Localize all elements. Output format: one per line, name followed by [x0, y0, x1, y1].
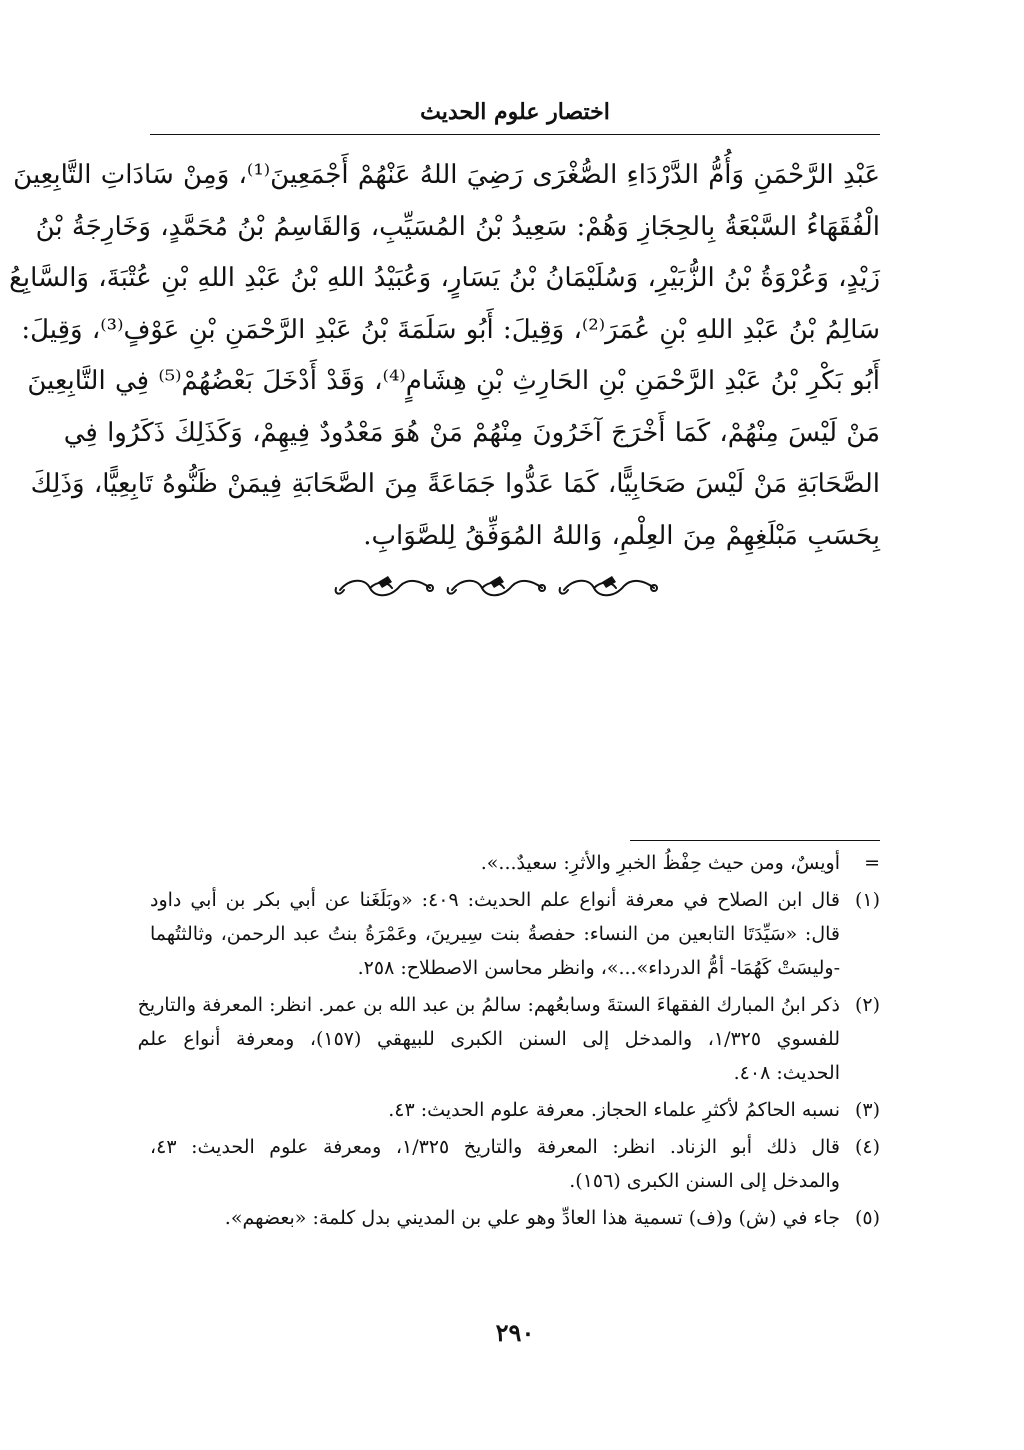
footnote-line: -وليسَتْ كَهُمَا- أمُّ الدرداء»...»، وانظر محاسن الاصطلاح: ٢٥٨.: [357, 957, 840, 979]
main-text-line: عَبْدِ الرَّحْمَنِ وَأُمُّ الدَّرْدَاءِ الصُّغْرَى رَضِيَ اللهُ عَنْهُمْ أَجْمَعِينَ⁽¹⁾، وَمِنْ سَادَاتِ التَّابِعِينَ: [13, 160, 880, 190]
footnote-line: أويسٌ، ومن حيث حِفْظُ الخبرِ والأثرِ: سعيدٌ...».: [480, 852, 840, 874]
footnote-marker: (٣): [854, 1099, 880, 1121]
footnote-marker: (٤): [854, 1136, 880, 1158]
footnote: [150, 883, 880, 985]
footnote-body: [150, 883, 840, 985]
running-header: اختصار علوم الحديث: [420, 99, 610, 125]
footnote-body: [150, 1201, 840, 1235]
footnote-line: الحديث: ٤٠٨.: [733, 1062, 840, 1084]
footnote-line: قال: «سَيِّدَتَا التابعين من النساء: حفصةُ بنت سِيرينَ، وعَمْرَةُ بنتُ عبد الرحمن، وثالثتُهما: [150, 923, 840, 945]
footnote-body: [150, 1093, 840, 1127]
footnote-marker: (١): [854, 889, 880, 911]
footnote-line: والمدخل إلى السنن الكبرى (١٥٦).: [569, 1170, 840, 1192]
footnote-body: [138, 988, 840, 1090]
footnote-line: جاء في (ش) و(ف) تسمية هذا العادِّ وهو علي بن المديني بدل كلمة: «بعضهم».: [224, 1207, 840, 1229]
main-text: [9, 150, 880, 562]
main-text-line: زَيْدٍ، وَعُرْوَةُ بْنُ الزُّبَيْرِ، وَسُلَيْمَانُ بْنُ يَسَارٍ، وَعُبَيْدُ اللهِ بْنُ عَبْدِ اللهِ بْنِ عُتْبَةَ، وَالسَّابِعُ: [9, 263, 880, 293]
main-text-line: الْفُقَهَاءُ السَّبْعَةُ بِالحِجَازِ وَهُمْ: سَعِيدُ بْنُ المُسَيِّبِ، وَالقَاسِمُ بْنُ مُحَمَّدٍ، وَخَارِجَةُ بْنُ: [35, 211, 880, 242]
floral-divider-icon: [330, 568, 670, 608]
main-text-line: سَالِمُ بْنُ عَبْدِ اللهِ بْنِ عُمَرَ⁽²⁾، وَقِيلَ: أَبُو سَلَمَةَ بْنُ عَبْدِ الرَّحْمَنِ بْنِ عَوْفٍ⁽³⁾، وَقِيلَ:: [21, 314, 880, 345]
footnote-line: قال ذلك أبو الزناد. انظر: المعرفة والتاريخ ١/٣٢٥، ومعرفة علوم الحديث: ٤٣،: [150, 1136, 840, 1158]
main-text-line: أَبُو بَكْرِ بْنُ عَبْدِ الرَّحْمَنِ بْنِ الحَارِثِ بْنِ هِشَامٍ⁽⁴⁾، وَقَدْ أَدْخَلَ بَعْضُهُمْ⁽⁵⁾ فِي التَّابِعِينَ: [27, 366, 880, 396]
header-rule: [150, 134, 880, 135]
footnote-line: قال ابن الصلاح في معرفة أنواع علم الحديث: ٤٠٩: «وبَلَغَنا عن أبي بكر بن أبي داود: [150, 889, 841, 911]
footnote-body: [150, 1130, 840, 1198]
footnotes: [137, 846, 880, 1238]
main-text-line: الصَّحَابَةِ مَنْ لَيْسَ صَحَابِيًّا، كَمَا عَدُّوا جَمَاعَةً مِنَ الصَّحَابَةِ فِيمَنْ ظَنُّوهُ تَابِعِيًّا، وَذَلِكَ: [30, 469, 880, 499]
footnote-body: [150, 846, 840, 880]
footnote: [150, 1093, 880, 1127]
footnote-marker: (٢): [854, 994, 880, 1016]
footnote-marker: (٥): [854, 1207, 880, 1229]
footnote-rule: [630, 840, 880, 841]
main-text-line: بِحَسَبِ مَبْلَغِهِمْ مِنَ العِلْمِ، وَاللهُ المُوَفِّقُ لِلصَّوَابِ.: [363, 520, 880, 551]
footnote-marker: =: [864, 852, 880, 874]
footnote: [150, 1201, 880, 1235]
footnote-line: للفسوي ١/٣٢٥، والمدخل إلى السنن الكبرى للبيهقي (١٥٧)، ومعرفة أنواع علم: [137, 1028, 840, 1050]
page-number: ٢٩٠: [495, 1318, 535, 1347]
footnote: [137, 988, 880, 1090]
main-text-line: مَنْ لَيْسَ مِنْهُمْ، كَمَا أَخْرَجَ آخَرُونَ مِنْهُمْ مَنْ هُوَ مَعْدُودٌ فِيهِمْ، وَكَذَلِكَ ذَكَرُوا فِي: [63, 417, 880, 448]
footnote: [150, 1130, 880, 1198]
footnote-line: نسبه الحاكمُ لأكثرِ علماء الحجاز. معرفة علوم الحديث: ٤٣.: [388, 1099, 840, 1121]
footnote: [150, 846, 880, 880]
footnote-line: ذكر ابنُ المبارك الفقهاءَ الستةَ وسابعُهم: سالمُ بن عبد الله بن عمر. انظر: المعرفة والتاريخ: [137, 994, 840, 1016]
